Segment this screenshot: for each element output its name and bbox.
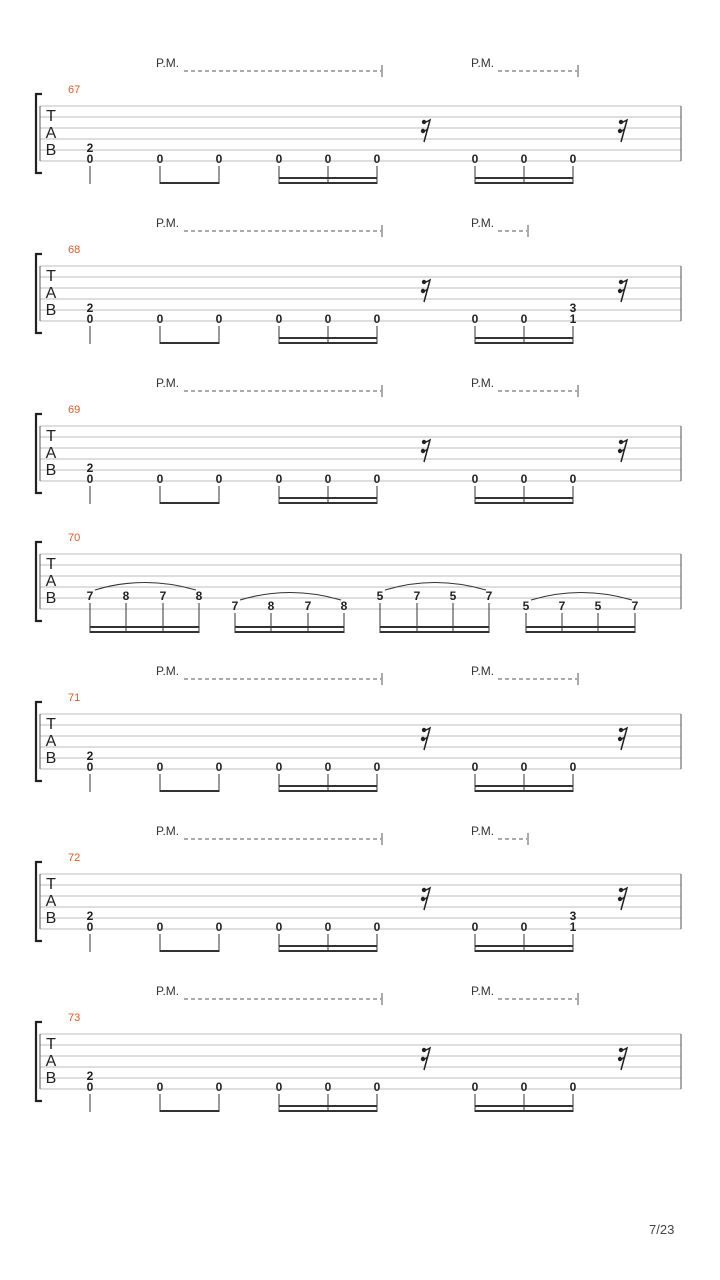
fret-number: 0 (156, 760, 164, 774)
fret-number: 7 (159, 589, 167, 603)
fret-number: 7 (631, 599, 639, 613)
fret-number: 7 (558, 599, 566, 613)
fret-number: 0 (275, 1080, 283, 1094)
fret-number: 0 (156, 1080, 164, 1094)
fret-number: 1 (569, 920, 577, 934)
fret-number: 0 (373, 152, 381, 166)
fret-number: 0 (471, 312, 479, 326)
slur (531, 593, 632, 601)
tab-system (36, 376, 681, 504)
tab-clef-letter: A (45, 285, 57, 302)
tab-clef-letter: B (45, 1070, 57, 1087)
tab-system (36, 664, 681, 792)
tab-clef-letter: B (45, 302, 57, 319)
palm-mute-label: P.M. (156, 56, 180, 70)
tab-clef-letter: T (46, 716, 56, 733)
fret-number: 0 (215, 312, 223, 326)
tab-clef-letter: B (45, 750, 57, 767)
fret-number: 0 (156, 312, 164, 326)
fret-number: 0 (471, 152, 479, 166)
fret-number: 0 (471, 760, 479, 774)
fret-number: 7 (304, 599, 312, 613)
fret-number: 0 (156, 920, 164, 934)
tab-clef-letter: T (46, 108, 56, 125)
fret-number: 0 (373, 760, 381, 774)
palm-mute-label: P.M. (156, 984, 180, 998)
fret-number: 8 (122, 589, 130, 603)
palm-mute-label: P.M. (471, 664, 495, 678)
slur (385, 583, 486, 591)
fret-number: 0 (569, 1080, 577, 1094)
fret-number: 2 (86, 301, 94, 315)
fret-number: 0 (86, 472, 94, 486)
tab-clef-letter: A (45, 733, 57, 750)
fret-number: 0 (324, 920, 332, 934)
tab-clef-letter: A (45, 1053, 57, 1070)
fret-number: 0 (520, 1080, 528, 1094)
fret-number: 0 (373, 1080, 381, 1094)
fret-number: 0 (373, 920, 381, 934)
fret-number: 0 (215, 920, 223, 934)
fret-number: 8 (195, 589, 203, 603)
tab-clef-letter: B (45, 910, 57, 927)
fret-number: 3 (569, 909, 577, 923)
fret-number: 2 (86, 749, 94, 763)
tab-system (36, 56, 681, 184)
fret-number: 7 (231, 599, 239, 613)
tab-clef-letter: T (46, 1036, 56, 1053)
fret-number: 0 (471, 920, 479, 934)
tab-clef-letter: B (45, 590, 57, 607)
fret-number: 2 (86, 461, 94, 475)
fret-number: 3 (569, 301, 577, 315)
fret-number: 0 (569, 472, 577, 486)
tab-system (36, 984, 681, 1112)
fret-number: 0 (275, 152, 283, 166)
fret-number: 0 (520, 152, 528, 166)
tab-clef-letter: T (46, 876, 56, 893)
fret-number: 0 (156, 152, 164, 166)
tab-clef-letter: T (46, 556, 56, 573)
fret-number: 5 (594, 599, 602, 613)
fret-number: 0 (520, 920, 528, 934)
tab-system (36, 532, 681, 633)
measure-number: 68 (68, 244, 81, 256)
fret-number: 0 (324, 152, 332, 166)
fret-number: 0 (275, 472, 283, 486)
fret-number: 7 (86, 589, 94, 603)
fret-number: 1 (569, 312, 577, 326)
fret-number: 7 (413, 589, 421, 603)
fret-number: 0 (471, 1080, 479, 1094)
fret-number: 5 (449, 589, 457, 603)
fret-number: 0 (324, 760, 332, 774)
fret-number: 0 (569, 760, 577, 774)
fret-number: 0 (156, 472, 164, 486)
measure-number: 70 (68, 532, 81, 544)
tab-clef-letter: A (45, 573, 57, 590)
tab-clef-letter: T (46, 428, 56, 445)
measure-number: 67 (68, 84, 81, 96)
measure-number: 71 (68, 692, 81, 704)
fret-number: 8 (340, 599, 348, 613)
fret-number: 0 (215, 1080, 223, 1094)
tab-clef-letter: A (45, 445, 57, 462)
measure-number: 69 (68, 404, 81, 416)
tab-clef-letter: B (45, 462, 57, 479)
fret-number: 0 (569, 152, 577, 166)
fret-number: 0 (275, 920, 283, 934)
fret-number: 0 (275, 312, 283, 326)
tab-clef-letter: B (45, 142, 57, 159)
fret-number: 7 (485, 589, 493, 603)
fret-number: 0 (275, 760, 283, 774)
fret-number: 0 (520, 472, 528, 486)
fret-number: 5 (376, 589, 384, 603)
palm-mute-label: P.M. (156, 376, 180, 390)
fret-number: 0 (86, 760, 94, 774)
palm-mute-label: P.M. (471, 824, 495, 838)
fret-number: 2 (86, 141, 94, 155)
fret-number: 0 (86, 920, 94, 934)
fret-number: 0 (86, 312, 94, 326)
slur (95, 583, 196, 591)
tab-clef-letter: T (46, 268, 56, 285)
tab-system (36, 216, 681, 344)
fret-number: 5 (522, 599, 530, 613)
slur (240, 593, 341, 601)
fret-number: 0 (215, 760, 223, 774)
fret-number: 0 (520, 760, 528, 774)
fret-number: 2 (86, 909, 94, 923)
palm-mute-label: P.M. (471, 56, 495, 70)
fret-number: 0 (324, 312, 332, 326)
measure-number: 72 (68, 852, 81, 864)
fret-number: 0 (520, 312, 528, 326)
palm-mute-label: P.M. (156, 664, 180, 678)
fret-number: 0 (86, 152, 94, 166)
fret-number: 0 (86, 1080, 94, 1094)
fret-number: 0 (215, 472, 223, 486)
fret-number: 8 (267, 599, 275, 613)
fret-number: 2 (86, 1069, 94, 1083)
palm-mute-label: P.M. (471, 376, 495, 390)
page-number: 7/23 (649, 1222, 675, 1237)
measure-number: 73 (68, 1012, 81, 1024)
fret-number: 0 (324, 472, 332, 486)
fret-number: 0 (373, 312, 381, 326)
palm-mute-label: P.M. (156, 216, 180, 230)
tab-clef-letter: A (45, 125, 57, 142)
tab-system (36, 824, 681, 952)
fret-number: 0 (324, 1080, 332, 1094)
fret-number: 0 (471, 472, 479, 486)
tab-clef-letter: A (45, 893, 57, 910)
palm-mute-label: P.M. (156, 824, 180, 838)
palm-mute-label: P.M. (471, 216, 495, 230)
fret-number: 0 (373, 472, 381, 486)
fret-number: 0 (215, 152, 223, 166)
palm-mute-label: P.M. (471, 984, 495, 998)
